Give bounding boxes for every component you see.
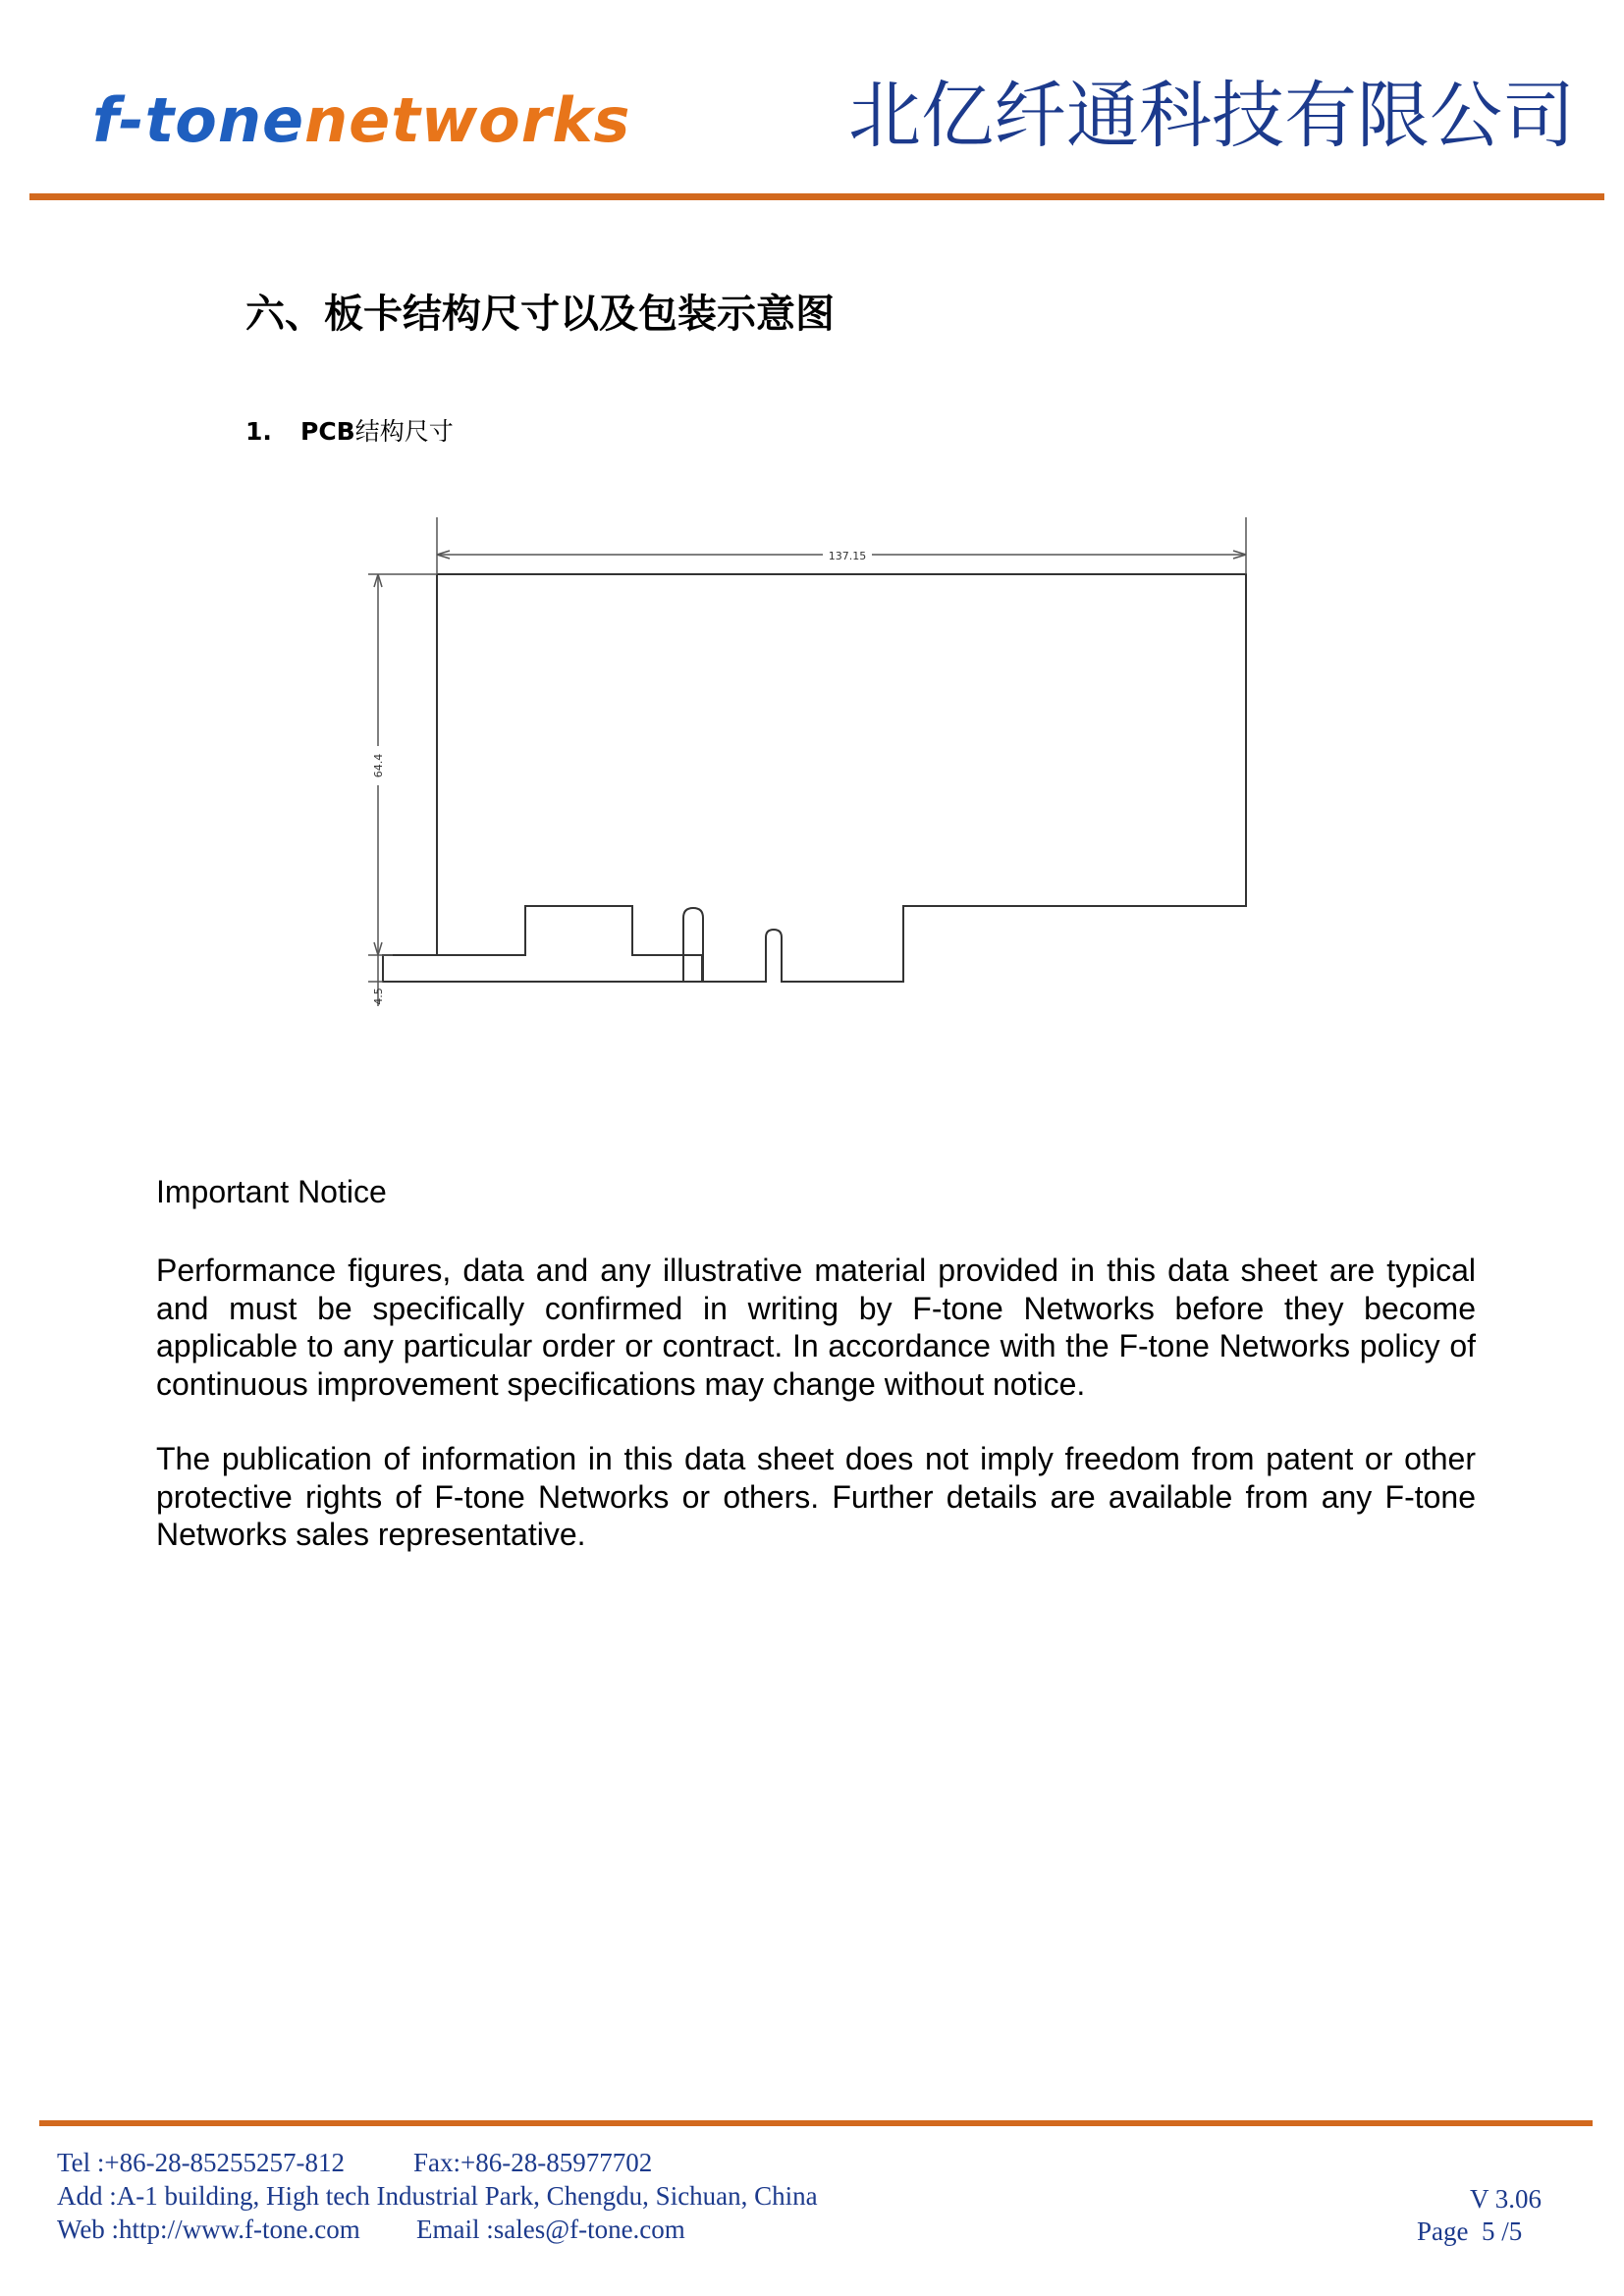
- footer-divider: [39, 2120, 1593, 2126]
- footer-email[interactable]: Email :sales@f-tone.com: [416, 2215, 685, 2244]
- subsection-label: 结构尺寸: [354, 417, 454, 446]
- company-name: 北亿纤通科技有限公司: [848, 74, 1575, 158]
- pcb-dimension-drawing: [353, 506, 1257, 1016]
- notice-paragraph-2: The publication of information in this data sheet does not imply freedom from patent or other protective rights of F-tone Networks or others. Further details are available from any F-tone Networks sales representative.: [156, 1441, 1476, 1552]
- header-divider: [29, 193, 1604, 200]
- width-label: 137.15: [828, 550, 867, 562]
- section-title: 六、板卡结构尺寸以及包装示意图: [245, 292, 835, 337]
- notice-paragraph-1: Performance figures, data and any illustrative material provided in this data sheet are typical and must be specifically confirmed in writing by F-tone Networks before they become applicable to any particular order or contract. In accordance with the F-tone Networks policy of continuous improvement specifications may change without notice.: [156, 1253, 1476, 1402]
- footer-version: V 3.06: [1470, 2184, 1543, 2214]
- subsection-title: [245, 412, 454, 448]
- offset-label: 4.5: [372, 988, 385, 1005]
- subsection-label-bold: PCB: [300, 417, 355, 446]
- footer-page-number: 5 /5: [1481, 2216, 1523, 2246]
- edge-extension-lines: [383, 574, 683, 982]
- footer-address: Add :A-1 building, High tech Industrial Park, Chengdu, Sichuan, China: [57, 2181, 818, 2211]
- footer-tel: Tel :+86-28-85255257-812: [57, 2148, 346, 2177]
- subsection-number: 1.: [245, 417, 272, 446]
- logo-text-ftone: f-tone: [92, 84, 305, 156]
- pcb-outline: [437, 574, 1246, 982]
- footer-page-label: Page: [1417, 2216, 1469, 2246]
- notice-title: Important Notice: [156, 1174, 387, 1209]
- footer-web[interactable]: Web :http://www.f-tone.com: [57, 2215, 360, 2244]
- footer-page: [1417, 2218, 1522, 2245]
- footer-fax: Fax:+86-28-85977702: [413, 2148, 653, 2177]
- company-logo: [92, 84, 631, 156]
- height-label: 64.4: [372, 753, 385, 778]
- logo-text-networks: networks: [304, 84, 631, 156]
